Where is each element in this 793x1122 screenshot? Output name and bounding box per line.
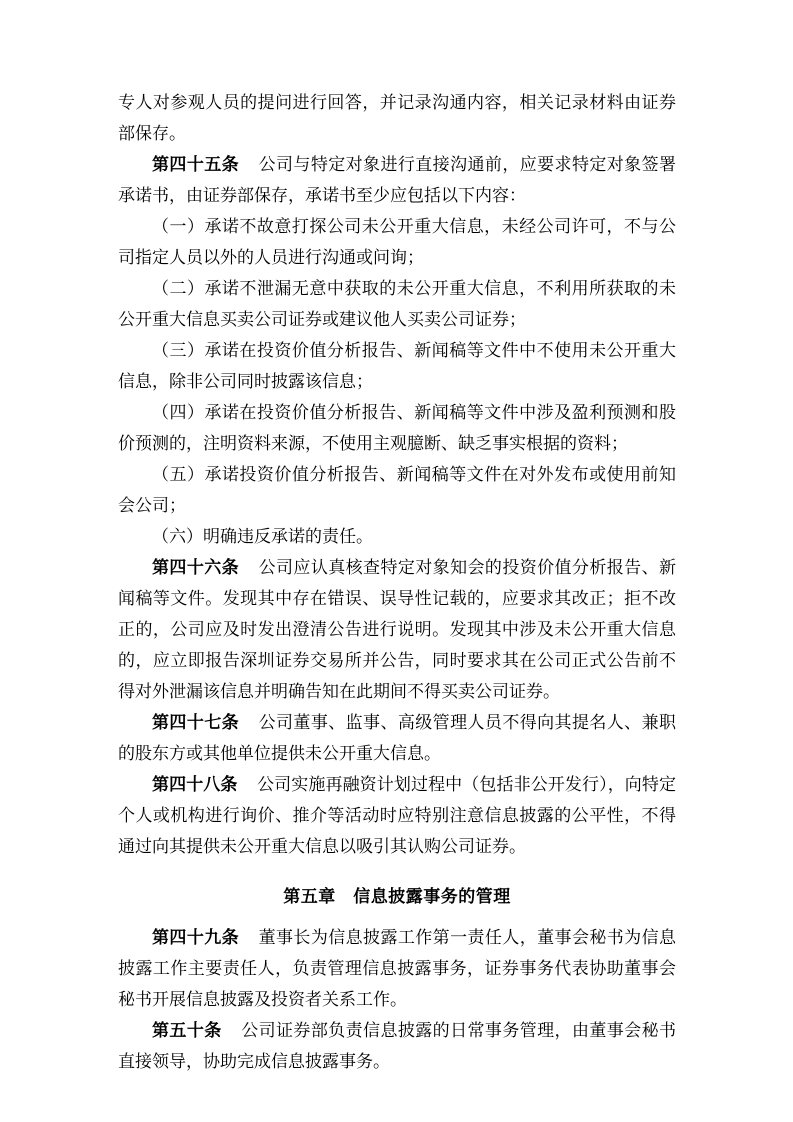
paragraph-text: 公司实施再融资计划过程中（包括非公开发行），向特定个人或机构进行询价、推介等活动时应特别注意信息披露的公平性，不得通过向其提供未公开重大信息以吸引其认购公司证券。 xyxy=(118,775,677,857)
document-paragraph xyxy=(118,522,676,553)
article-number: 第四十七条 xyxy=(152,713,240,733)
article-number: 第四十五条 xyxy=(152,155,240,175)
document-paragraph xyxy=(118,274,676,336)
article-number: 第四十八条 xyxy=(152,775,238,795)
article-number: 第五十条 xyxy=(152,1021,222,1041)
document-paragraph xyxy=(118,460,676,522)
paragraph-text: 董事长为信息披露工作第一责任人，董事会秘书为信息披露工作主要责任人，负责管理信息披露事务，证券事务代表协助董事会秘书开展信息披露及投资者关系工作。 xyxy=(118,928,677,1010)
document-paragraph xyxy=(118,1016,676,1078)
paragraph-text: 公司董事、监事、高级管理人员不得向其提名人、兼职的股东方或其他单位提供未公开重大信息。 xyxy=(118,713,677,764)
paragraph-text: （二）承诺不泄漏无意中获取的未公开重大信息，不利用所获取的未公开重大信息买卖公司证券或建议他人买卖公司证券； xyxy=(118,279,676,330)
paragraph-text: 公司证券部负责信息披露的日常事务管理，由董事会秘书直接领导，协助完成信息披露事务。 xyxy=(118,1021,677,1072)
paragraph-text: （一）承诺不故意打探公司未公开重大信息，未经公司许可，不与公司指定人员以外的人员进行沟通或问询； xyxy=(118,217,676,268)
paragraph-text: 专人对参观人员的提问进行回答，并记录沟通内容，相关记录材料由证券部保存。 xyxy=(118,93,676,144)
document-paragraph xyxy=(118,923,676,1016)
paragraph-text: （四）承诺在投资价值分析报告、新闻稿等文件中涉及盈利预测和股价预测的，注明资料来源，不使用主观臆断、缺乏事实根据的资料； xyxy=(118,403,676,454)
paragraph-text: （六）明确违反承诺的责任。 xyxy=(152,527,373,547)
document-paragraph xyxy=(118,770,676,863)
chapter-heading-text: 第五章 信息披露事务的管理 xyxy=(283,887,511,907)
document-paragraph xyxy=(118,398,676,460)
document-paragraph xyxy=(118,553,676,708)
document-paragraph xyxy=(118,212,676,274)
paragraph-text: （五）承诺投资价值分析报告、新闻稿等文件在对外发布或使用前知会公司； xyxy=(118,465,676,516)
article-number: 第四十九条 xyxy=(152,928,240,948)
document-paragraph xyxy=(118,708,676,770)
article-number: 第四十六条 xyxy=(152,558,240,578)
document-paragraph xyxy=(118,150,676,212)
document-paragraph xyxy=(118,88,676,150)
paragraph-text: （三）承诺在投资价值分析报告、新闻稿等文件中不使用未公开重大信息，除非公司同时披露该信息； xyxy=(118,341,676,392)
paragraph-text: 公司与特定对象进行直接沟通前，应要求特定对象签署承诺书，由证券部保存，承诺书至少应包括以下内容： xyxy=(118,155,677,206)
document-paragraph xyxy=(118,336,676,398)
chapter-heading xyxy=(118,882,676,913)
paragraph-text: 公司应认真核查特定对象知会的投资价值分析报告、新闻稿等文件。发现其中存在错误、误导性记载的，应要求其改正；拒不改正的，公司应及时发出澄清公告进行说明。发现其中涉及未公开重大信息的，应立即报告深圳证券交易所并公告，同时要求其在公司正式公告前不得对外泄漏该信息并明确告知在此期间不得买卖公司证券。 xyxy=(118,558,677,702)
document-content xyxy=(118,88,676,1078)
